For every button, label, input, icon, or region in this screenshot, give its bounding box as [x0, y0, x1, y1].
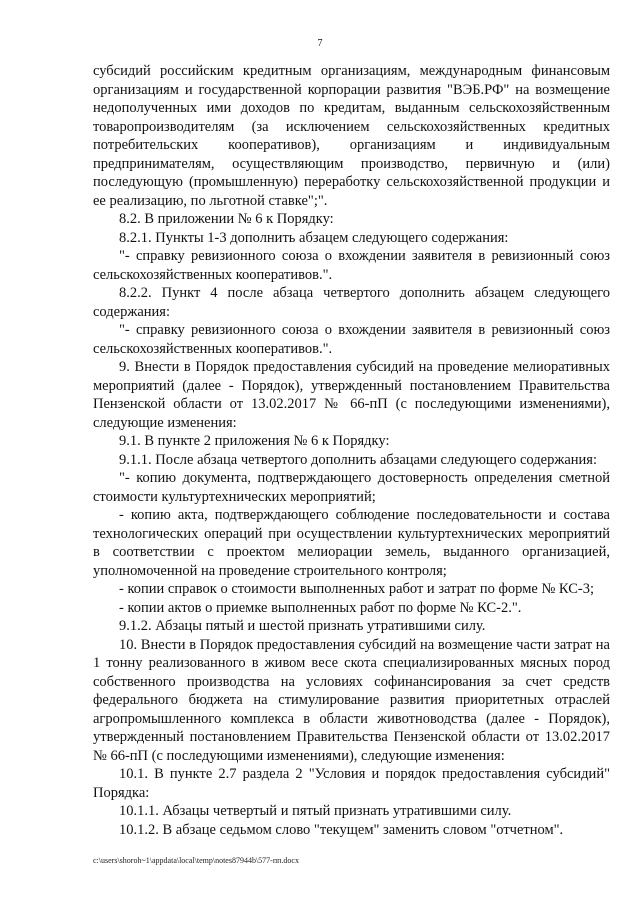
paragraph: "- справку ревизионного союза о вхождении заявителя в ревизионный союз сельскохозяйственных кооперативов.".: [93, 248, 610, 283]
paragraph: 9.1.1. После абзаца четвертого дополнить абзацами следующего содержания:: [119, 451, 597, 468]
paragraph: - копии актов о приемке выполненных работ по форме № КС-2.".: [119, 599, 522, 616]
paragraph: 10.1.1. Абзацы четвертый и пятый признать утратившими силу.: [119, 803, 512, 819]
paragraph: 10. Внести в Порядок предоставления субсидий на возмещение части затрат на 1 тонну реализованного в живом весе скота специализированных мясных пород собственного производства на условиях софинансирования за счет средств федерального бюджета на стимулирование развития приоритетных отраслей агропромышленного комплекса в области животноводства (далее - Порядок), утвержденный постановлением Правительства Пензенской области от 13.02.2017 № 66-пП (с последующими изменениями), следующие изменения:: [93, 636, 610, 764]
paragraph: 10.1.2. В абзаце седьмом слово "текущем" заменить словом "отчетном".: [119, 821, 564, 838]
paragraph: 8.2.2. Пункт 4 после абзаца четвертого дополнить абзацем следующего содержания:: [93, 285, 610, 320]
file-path-footer: c:\users\shoroh~1\appdata\local\temp\notes87944b\577-пп.docx: [93, 856, 299, 865]
paragraph: 8.2.1. Пункты 1-3 дополнить абзацем следующего содержания:: [119, 229, 509, 246]
paragraph: 9. Внести в Порядок предоставления субсидий на проведение мелиоративных мероприятий (далее - Порядок), утвержденный постановлением Правительства Пензенской области от 13.02.2017 № 66-пП (с последующими изменениями), следующие изменения:: [93, 359, 610, 431]
paragraph: - копии справок о стоимости выполненных работ и затрат по форме № КС-3;: [119, 581, 594, 597]
paragraph: 9.1. В пункте 2 приложения № 6 к Порядку:: [119, 433, 390, 449]
paragraph: 8.2. В приложении № 6 к Порядку:: [119, 211, 334, 227]
paragraph: субсидий российским кредитным организациям, международным финансовым организациям и государственной корпорации развития "ВЭБ.РФ" на возмещение недополученных ими доходов по кредитам, выданным сельскохозяйственным товаропроизводителям (за исключением сельскохозяйственных кредитных потребительских кооперативов), организациям и индивидуальным предпринимателям, осуществляющим производство, первичную и (или) последующую (промышленную) переработку сельскохозяйственной продукции и ее реализацию, по льготной ставке";".: [93, 63, 610, 209]
paragraph: "- копию документа, подтверждающего достоверность определения сметной стоимости культуртехнических мероприятий;: [93, 470, 610, 505]
paragraph: "- справку ревизионного союза о вхождении заявителя в ревизионный союз сельскохозяйственных кооперативов.".: [93, 322, 610, 357]
page-number: 7: [317, 38, 323, 49]
paragraph: - копию акта, подтверждающего соблюдение последовательности и состава технологических операций при осуществлении культуртехнических мероприятий в соответствии с проектом мелиорации земель, выданного организацией, уполномоченной на проведение строительного контроля;: [93, 507, 610, 579]
document-body: [93, 62, 610, 839]
paragraph: 10.1. В пункте 2.7 раздела 2 "Условия и порядок предоставления субсидий" Порядка:: [93, 766, 610, 801]
paragraph: 9.1.2. Абзацы пятый и шестой признать утратившими силу.: [119, 618, 486, 634]
